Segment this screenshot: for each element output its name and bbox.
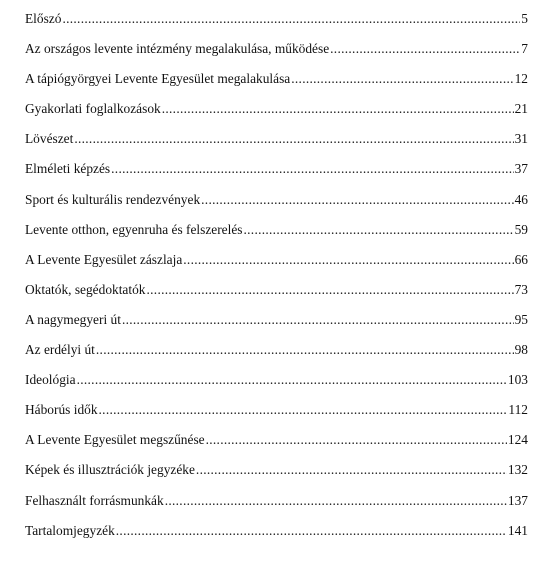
toc-entry-title: Lövészet — [25, 131, 74, 147]
toc-entry[interactable] — [25, 523, 528, 553]
toc-entry-title: A Levente Egyesület megszűnése — [25, 432, 205, 448]
toc-entry-page: 59 — [514, 221, 528, 237]
toc-entry-page: 21 — [514, 101, 528, 117]
toc-entry-page: 98 — [514, 342, 528, 358]
toc-entry-title: Gyakorlati foglalkozások — [25, 101, 161, 117]
toc-entry-page: 141 — [507, 522, 528, 538]
toc-entry-page: 137 — [507, 492, 528, 508]
toc-entry[interactable] — [25, 11, 528, 41]
dot-leader — [201, 192, 513, 208]
toc-entry-title: Az erdélyi út — [25, 342, 95, 358]
toc-entry[interactable] — [25, 41, 528, 71]
toc-entry-title: A Levente Egyesület zászlaja — [25, 251, 183, 267]
toc-entry[interactable] — [25, 101, 528, 131]
dot-leader — [111, 161, 513, 177]
toc-entry-title: Háborús idők — [25, 402, 98, 418]
toc-entry-page: 66 — [514, 251, 528, 267]
dot-leader — [74, 131, 513, 147]
toc-entry-title: A tápiógyörgyei Levente Egyesület megalakulása — [25, 71, 291, 87]
toc-entry[interactable] — [25, 372, 528, 402]
dot-leader — [244, 222, 514, 238]
toc-entry-page: 112 — [508, 402, 528, 418]
toc-entry-title: A nagymegyeri út — [25, 311, 121, 327]
toc-entry[interactable] — [25, 342, 528, 372]
toc-entry-page: 31 — [514, 131, 528, 147]
dot-leader — [96, 342, 514, 358]
toc-entry-page: 37 — [514, 161, 528, 177]
toc-entry-title: Elméleti képzés — [25, 161, 111, 177]
toc-entry-title: Előszó — [25, 11, 62, 26]
dot-leader — [147, 282, 514, 298]
toc-entry-title: Felhasznált forrásmunkák — [25, 492, 164, 508]
toc-entry[interactable] — [25, 432, 528, 462]
toc-entry-page: 46 — [514, 191, 528, 207]
dot-leader — [62, 11, 520, 27]
dot-leader — [165, 493, 507, 509]
toc-entry[interactable] — [25, 402, 528, 432]
toc-entry-page: 103 — [507, 372, 528, 388]
toc-entry-page: 5 — [521, 11, 528, 26]
toc-entry[interactable] — [25, 131, 528, 161]
dot-leader — [99, 402, 508, 418]
dot-leader — [291, 71, 513, 87]
toc-entry-title: Tartalomjegyzék — [25, 522, 115, 538]
toc-entry-title: Levente otthon, egyenruha és felszerelés — [25, 221, 243, 237]
dot-leader — [77, 372, 507, 388]
toc-entry[interactable] — [25, 462, 528, 492]
toc-entry-page: 95 — [514, 311, 528, 327]
toc-entry[interactable] — [25, 222, 528, 252]
toc-entry[interactable] — [25, 192, 528, 222]
dot-leader — [196, 462, 507, 478]
toc-entry-page: 12 — [514, 71, 528, 87]
toc-entry-page: 132 — [507, 462, 528, 478]
dot-leader — [206, 432, 507, 448]
toc-entry[interactable] — [25, 71, 528, 101]
dot-leader — [162, 101, 514, 117]
toc-entry-title: Sport és kulturális rendezvények — [25, 191, 201, 207]
toc-entry-page: 7 — [521, 41, 528, 57]
toc-entry-title: Oktatók, segédoktatók — [25, 281, 146, 297]
toc-entry-title: Ideológia — [25, 372, 76, 388]
dot-leader — [116, 523, 507, 539]
toc-entry-title: Képek és illusztrációk jegyzéke — [25, 462, 195, 478]
toc-entry[interactable] — [25, 282, 528, 312]
dot-leader — [330, 41, 520, 57]
table-of-contents — [25, 11, 528, 553]
toc-entry[interactable] — [25, 493, 528, 523]
toc-entry[interactable] — [25, 161, 528, 191]
toc-entry-title: Az országos levente intézmény megalakulása, működése — [25, 41, 330, 57]
toc-entry-page: 73 — [514, 281, 528, 297]
toc-entry-page: 124 — [507, 432, 528, 448]
toc-entry[interactable] — [25, 312, 528, 342]
dot-leader — [122, 312, 514, 328]
dot-leader — [183, 252, 513, 268]
toc-entry[interactable] — [25, 252, 528, 282]
